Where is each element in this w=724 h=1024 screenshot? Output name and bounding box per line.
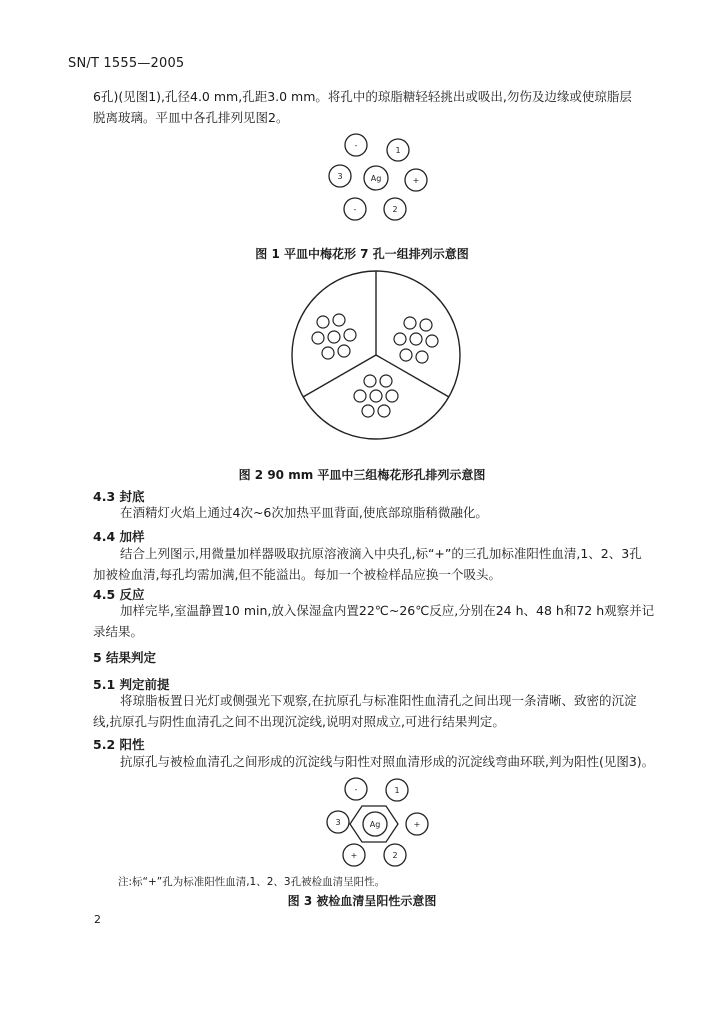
figure2-well — [322, 347, 334, 359]
figure2-well — [404, 317, 416, 329]
figure2-well — [317, 316, 329, 328]
figure2-well — [380, 375, 392, 387]
intro-line-1: 6孔)(见图1),孔径4.0 mm,孔距3.0 mm。将孔中的琼脂糖轻轻挑出或吸出,勿伤及边缘或使琼脂层 — [93, 89, 632, 104]
figure2-well — [312, 332, 324, 344]
figure3-caption: 图 3 被检血清呈阳性示意图 — [287, 894, 437, 908]
figure3-label-left: 3 — [335, 818, 341, 827]
figure1-caption: 图 1 平皿中梅花形 7 孔一组排列示意图 — [255, 247, 469, 261]
figure2-well — [364, 375, 376, 387]
figure1-label-right: + — [412, 176, 420, 185]
figure2-divider-right — [376, 355, 449, 397]
section-5-1-heading: 5.1 判定前提 — [93, 677, 170, 692]
page-number: 2 — [94, 913, 101, 926]
section-4-5-line-2: 录结果。 — [93, 624, 144, 639]
figure2-well — [378, 405, 390, 417]
figure1-label-top-left: - — [354, 141, 358, 150]
figure2-petri-dish — [290, 269, 462, 441]
figure3-label-right: + — [413, 820, 421, 829]
section-4-4-line-1: 结合上列图示,用微量加样器吸取抗原溶液滴入中央孔,标“+”的三孔加标准阳性血清,1、2、3孔 — [120, 546, 642, 561]
figure2-well — [426, 335, 438, 347]
section-4-3-text: 在酒精灯火焰上通过4次~6次加热平皿背面,使底部琼脂稍微融化。 — [120, 505, 488, 520]
figure3-label-center: Ag — [369, 820, 381, 829]
section-5-heading: 5 结果判定 — [93, 650, 157, 665]
section-5-1-line-1: 将琼脂板置日光灯或侧强光下观察,在抗原孔与标准阳性血清孔之间出现一条清晰、致密的沉淀 — [120, 693, 637, 708]
figure2-caption: 图 2 90 mm 平皿中三组梅花形孔排列示意图 — [238, 468, 486, 482]
figure2-well — [400, 349, 412, 361]
figure3-label-bottom-left: + — [350, 851, 358, 860]
figure2-well — [354, 390, 366, 402]
figure2-well — [386, 390, 398, 402]
section-5-2-heading: 5.2 阳性 — [93, 737, 145, 752]
figure1-label-bottom-right: 2 — [392, 205, 398, 214]
figure3-label-top-right: 1 — [394, 786, 400, 795]
figure2-well — [328, 331, 340, 343]
intro-line-2: 脱离玻璃。平皿中各孔排列见图2。 — [93, 110, 289, 125]
section-4-5-line-1: 加样完毕,室温静置10 min,放入保湿盒内置22℃~26℃反应,分别在24 h、48 h和72 h观察并记 — [120, 603, 655, 618]
section-5-2-line-1: 抗原孔与被检血清孔之间形成的沉淀线与阳性对照血清形成的沉淀线弯曲环联,判为阳性(见图3)。 — [120, 754, 655, 769]
figure1-well-diagram — [318, 128, 428, 228]
figure1-label-top-right: 1 — [395, 146, 401, 155]
figure2-well — [416, 351, 428, 363]
figure1-label-bottom-left: - — [353, 205, 357, 214]
section-4-3-heading: 4.3 封底 — [93, 489, 145, 504]
figure2-well — [333, 314, 345, 326]
section-4-5-heading: 4.5 反应 — [93, 587, 145, 602]
figure2-well — [344, 329, 356, 341]
figure2-well — [370, 390, 382, 402]
figure2-well — [362, 405, 374, 417]
figure1-label-center: Ag — [370, 174, 382, 183]
figure2-well — [410, 333, 422, 345]
figure3-label-bottom-right: 2 — [392, 851, 398, 860]
section-5-1-line-2: 线,抗原孔与阴性血清孔之间不出现沉淀线,说明对照成立,可进行结果判定。 — [93, 714, 505, 729]
figure2-well — [420, 319, 432, 331]
figure3-label-top-left: - — [354, 785, 358, 794]
document-header: SN/T 1555—2005 — [68, 56, 185, 71]
figure3-well-diagram — [320, 776, 430, 872]
figure3-note: 注:标“+”孔为标准阳性血清,1、2、3孔被检血清呈阳性。 — [118, 876, 386, 888]
figure2-divider-left — [303, 355, 376, 397]
section-4-4-heading: 4.4 加样 — [93, 529, 145, 544]
figure2-well — [338, 345, 350, 357]
section-4-4-line-2: 加被检血清,每孔均需加满,但不能溢出。每加一个被检样品应换一个吸头。 — [93, 567, 501, 582]
figure2-well — [394, 333, 406, 345]
figure1-label-left: 3 — [337, 172, 343, 181]
